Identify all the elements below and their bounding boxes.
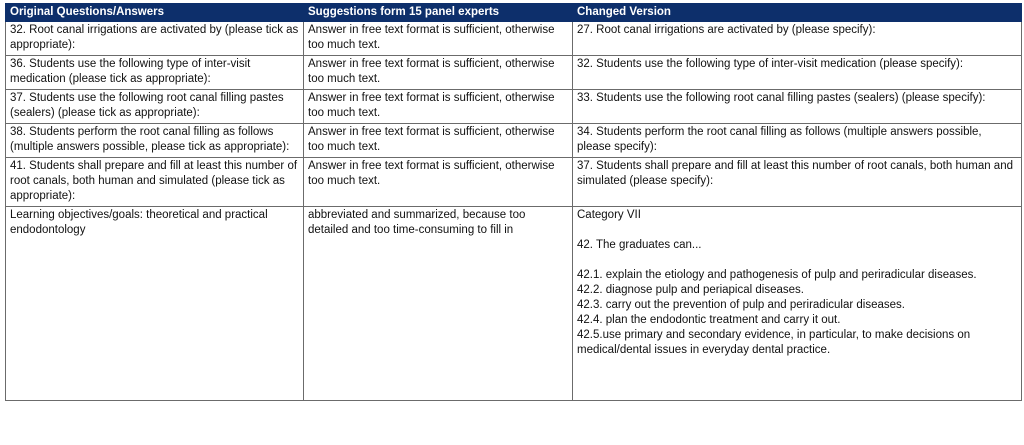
cell-suggestion: Answer in free text format is sufficient, otherwise too much text. <box>304 22 573 56</box>
objective-item: 42.4. plan the endodontic treatment and carry it out. <box>577 314 841 326</box>
objective-item: 42.1. explain the etiology and pathogenesis of pulp and periradicular diseases. <box>577 269 977 281</box>
header-suggestions: Suggestions form 15 panel experts <box>304 4 573 22</box>
cell-changed: 37. Students shall prepare and fill at least this number of root canals, both human and simulated (please specify): <box>573 158 1022 207</box>
header-row <box>6 4 1022 22</box>
objective-item: 42.2. diagnose pulp and periapical diseases. <box>577 284 804 296</box>
cell-suggestion: Answer in free text format is sufficient, otherwise too much text. <box>304 90 573 124</box>
cell-original: Learning objectives/goals: theoretical and practical endodontology <box>6 207 304 401</box>
cell-suggestion: Answer in free text format is sufficient, otherwise too much text. <box>304 56 573 90</box>
cell-changed: 32. Students use the following type of inter-visit medication (please specify): <box>573 56 1022 90</box>
cell-original: 37. Students use the following root canal filling pastes (sealers) (please tick as appropriate): <box>6 90 304 124</box>
cell-suggestion: Answer in free text format is sufficient, otherwise too much text. <box>304 124 573 158</box>
header-changed: Changed Version <box>573 4 1022 22</box>
cell-changed: 34. Students perform the root canal filling as follows (multiple answers possible, please specify): <box>573 124 1022 158</box>
table-row-learning-objectives <box>6 207 1022 401</box>
objective-item: 42.5.use primary and secondary evidence, in particular, to make decisions on medical/dental issues in everyday dental practice. <box>577 329 971 356</box>
table-row <box>6 90 1022 124</box>
cell-original: 32. Root canal irrigations are activated by (please tick as appropriate): <box>6 22 304 56</box>
table-row <box>6 158 1022 207</box>
cell-original: 36. Students use the following type of inter-visit medication (please tick as appropriate): <box>6 56 304 90</box>
cell-changed: 33. Students use the following root canal filling pastes (sealers) (please specify): <box>573 90 1022 124</box>
table-row <box>6 22 1022 56</box>
table-row <box>6 124 1022 158</box>
cell-suggestion: Answer in free text format is sufficient, otherwise too much text. <box>304 158 573 207</box>
cell-suggestion: abbreviated and summarized, because too detailed and too time-consuming to fill in <box>304 207 573 401</box>
table-row <box>6 56 1022 90</box>
cell-original: 38. Students perform the root canal filling as follows (multiple answers possible, please tick as appropriate): <box>6 124 304 158</box>
category-label: Category VII <box>577 209 641 221</box>
cell-changed: 27. Root canal irrigations are activated by (please specify): <box>573 22 1022 56</box>
comparison-table <box>5 3 1022 401</box>
header-original: Original Questions/Answers <box>6 4 304 22</box>
graduates-intro: 42. The graduates can... <box>577 239 702 251</box>
cell-changed-list <box>573 207 1022 401</box>
objective-item: 42.3. carry out the prevention of pulp and periradicular diseases. <box>577 299 905 311</box>
cell-original: 41. Students shall prepare and fill at least this number of root canals, both human and simulated (please tick as appropriate): <box>6 158 304 207</box>
